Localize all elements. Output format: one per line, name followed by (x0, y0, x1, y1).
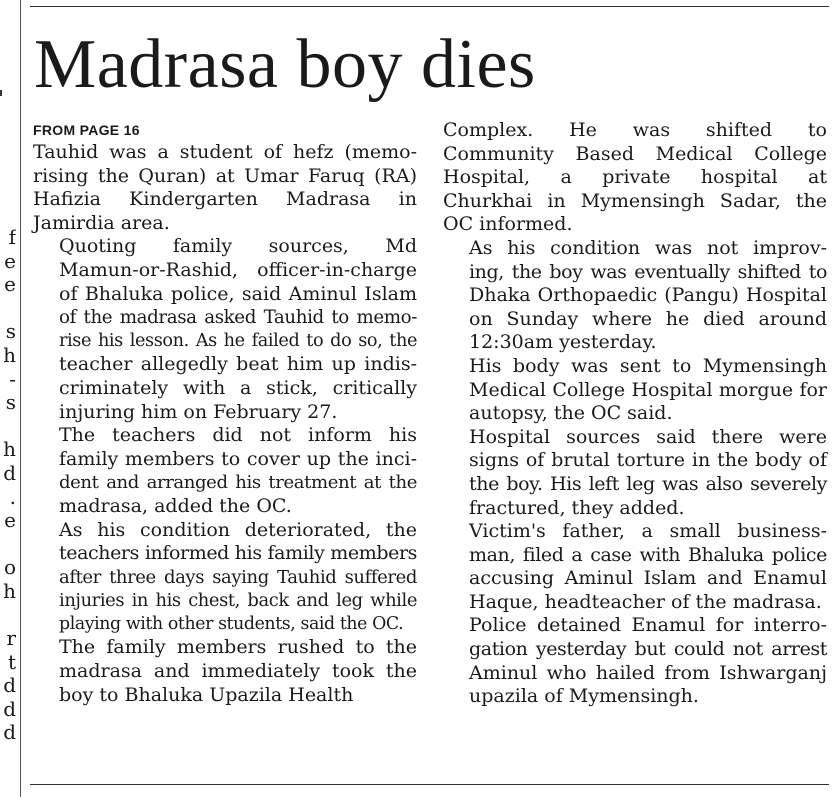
fragment-letter: s (5, 391, 16, 415)
text-line: boy to Bhaluka Upazila Health (59, 683, 354, 706)
text-line: OC informed. (443, 213, 573, 236)
fragment-letter: h (3, 438, 16, 462)
text-line: rise his lesson. As he failed to do so, the (59, 330, 417, 351)
paragraph (443, 426, 827, 520)
text-line: Hafizia Kindergarten Madrasa in (33, 188, 417, 211)
text-line: Quoting family sources, Md (59, 235, 417, 258)
text-line: accusing Aminul Islam and Enamul (469, 567, 827, 590)
fragment-letter: d (3, 461, 16, 485)
fragment-letter (2, 533, 16, 557)
text-line: Victim's father, a small business- (469, 520, 827, 543)
left-edge-mark (0, 90, 2, 96)
text-line: of Bhaluka police, said Aminul Islam (59, 282, 417, 305)
text-line: Haque, headteacher of the madrasa. (469, 590, 822, 613)
headline: Madrasa boy dies (34, 26, 536, 103)
fragment-letter: t (7, 650, 16, 674)
continuation-kicker: FROM PAGE 16 (33, 122, 140, 138)
text-line: playing with other students, said the OC. (59, 613, 404, 634)
text-line: Tauhid was a student of hefz (memo- (33, 141, 417, 163)
text-line: after three days saying Tauhid suffered (59, 566, 417, 588)
text-line: Mamun-or-Rashid, officer-in-charge (59, 258, 417, 281)
text-line: Hospital, a private hospital at (443, 166, 827, 189)
text-line: injuries in his chest, back and leg while (59, 590, 417, 612)
fragment-letter: d (3, 721, 16, 745)
paragraph (33, 141, 417, 235)
fragment-letter: f (8, 226, 16, 249)
fragment-letter: r (6, 627, 16, 651)
paragraph (443, 355, 827, 426)
text-line: the boy. His left leg was also severely (469, 472, 827, 495)
column-1-body (33, 141, 417, 707)
text-line: upazila of Mymensingh. (469, 685, 699, 708)
text-line: As his condition deteriorated, the (59, 518, 417, 541)
bottom-rule (30, 784, 829, 785)
fragment-letter (2, 604, 16, 628)
paragraph (443, 237, 827, 355)
text-line: teachers informed his family members (59, 542, 417, 565)
fragment-letter (2, 415, 16, 439)
fragment-letter: - (9, 367, 16, 391)
text-line: As his condition was not improv- (469, 236, 827, 259)
fragment-letter: . (9, 485, 16, 509)
fragment-letter (2, 297, 16, 321)
text-line: signs of brutal torture in the body of (469, 449, 827, 472)
fragment-letter: s (5, 320, 16, 344)
text-line: The family members rushed to the (59, 636, 417, 659)
text-line: The teachers did not inform his (59, 424, 417, 447)
text-line: madrasa, added the OC. (59, 494, 292, 517)
text-line: criminately with a stick, critically (59, 376, 417, 399)
text-line: autopsy, the OC said. (469, 402, 673, 425)
paragraph (443, 119, 827, 237)
text-line: 12:30am yesterday. (469, 331, 657, 354)
text-line: Churkhai in Mymensingh Sadar, the (443, 189, 827, 212)
text-line: rising the Quran) at Umar Faruq (RA) (33, 164, 417, 187)
top-rule (30, 6, 829, 7)
column-divider (20, 0, 21, 797)
text-line: dent and arranged his treatment at the (59, 472, 417, 494)
fragment-letter: d (3, 697, 16, 721)
text-line: Aminul who hailed from Ishwarganj (469, 661, 827, 684)
fragment-letter: e (4, 509, 16, 533)
column-2-body (443, 119, 827, 709)
fragment-letter: h (3, 343, 16, 367)
text-line: Complex. He was shifted to (443, 119, 827, 141)
text-line: Jamirdia area. (33, 211, 170, 234)
paragraph (33, 636, 417, 707)
text-line: Hospital sources said there were (469, 425, 827, 448)
text-line: Medical College Hospital morgue for (469, 378, 827, 401)
paragraph (33, 235, 417, 424)
text-line: injuring him on February 27. (59, 400, 338, 423)
fragment-letter: d (3, 674, 16, 698)
text-line: family members to cover up the inci- (59, 447, 417, 470)
fragment-letter: e (4, 273, 16, 297)
paragraph (443, 614, 827, 708)
paragraph (443, 520, 827, 614)
text-line: madrasa and immediately took the (59, 660, 417, 683)
text-line: teacher allegedly beat him up indis- (59, 353, 417, 376)
text-line: Police detained Enamul for interro- (469, 614, 827, 637)
article-column-1 (33, 119, 417, 707)
article-column-2 (443, 119, 827, 709)
text-line: on Sunday where he died around (469, 307, 827, 330)
fragment-letter: h (3, 579, 16, 603)
text-line: ing, the boy was eventually shifted to (469, 260, 827, 283)
fragment-letter: e (4, 249, 16, 273)
text-line: His body was sent to Mymensingh (469, 354, 827, 377)
text-line: gation yesterday but could not arrest (469, 638, 827, 661)
text-line: of the madrasa asked Tauhid to memo- (59, 307, 417, 329)
text-line: Dhaka Orthopaedic (Pangu) Hospital (469, 284, 827, 307)
text-line: Community Based Medical College (443, 142, 827, 165)
fragment-letter: o (3, 556, 16, 580)
paragraph (33, 424, 417, 518)
adjacent-article-fragment (2, 226, 16, 745)
paragraph (33, 519, 417, 637)
text-line: man, filed a case with Bhaluka police (469, 543, 827, 566)
text-line: fractured, they added. (469, 496, 685, 519)
